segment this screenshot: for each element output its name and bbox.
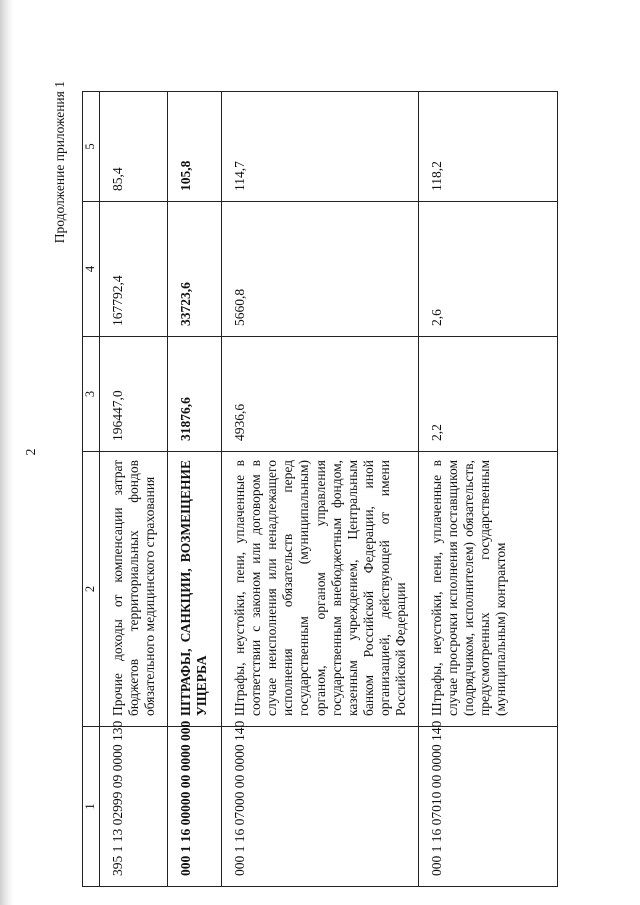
rotated-sheet: [52, 47, 602, 887]
column-header-4: 4: [83, 202, 100, 337]
scan-shadow-edge: [0, 0, 14, 905]
row-value-col5: 105,8: [167, 92, 221, 202]
row-description: Штрафы, неустойки, пени, уплаченные в соответствии с законом или договором в случае неисполнения или ненадлежащего исполнения обязательств перед государственным (муниципальным) органом, органом управления государственным внебюджетным фондом, казенным учреждением, Центральным банком Российской Федерации, иной организацией, действующей от имени Российской Федерации: [221, 452, 418, 727]
row-code: 000 1 16 00000 00 0000 000: [167, 727, 221, 887]
row-value-col4: 167792,4: [100, 202, 168, 337]
column-header-3: 3: [83, 337, 100, 452]
table-row-section: [167, 92, 221, 887]
row-description: Прочие доходы от компенсации затрат бюджетов территориальных фондов обязательного медицинского страхования: [100, 452, 168, 727]
row-code: 000 1 16 07000 00 0000 140: [221, 727, 418, 887]
row-value-col3: 4936,6: [221, 337, 418, 452]
row-value-col3: 31876,6: [167, 337, 221, 452]
revenue-table: [82, 91, 558, 887]
row-code: 395 1 13 02999 09 0000 130: [100, 727, 168, 887]
table-header-row: [83, 92, 100, 887]
row-value-col5: 85,4: [100, 92, 168, 202]
row-value-col5: 114,7: [221, 92, 418, 202]
appendix-continuation-note: Продолжение приложения 1: [52, 81, 67, 244]
row-description: Штрафы, неустойки, пени, уплаченные в случае просрочки исполнения поставщиком (подрядчиком, исполнителем) обязательств, предусмотренных государственным (муниципальным) контрактом: [418, 452, 557, 727]
row-value-col3: 196447,0: [100, 337, 168, 452]
row-code: 000 1 16 07010 00 0000 140: [418, 727, 557, 887]
row-value-col4: 33723,6: [167, 202, 221, 337]
column-header-1: 1: [83, 727, 100, 887]
table-row: [100, 92, 168, 887]
row-description: ШТРАФЫ, САНКЦИИ, ВОЗМЕЩЕНИЕ УЩЕРБА: [167, 452, 221, 727]
row-value-col3: 2,2: [418, 337, 557, 452]
table-row: [418, 92, 557, 887]
column-header-2: 2: [83, 452, 100, 727]
column-header-5: 5: [83, 92, 100, 202]
row-value-col4: 5660,8: [221, 202, 418, 337]
table-row: [221, 92, 418, 887]
row-value-col5: 118,2: [418, 92, 557, 202]
page-number: 2: [24, 448, 39, 456]
row-value-col4: 2,6: [418, 202, 557, 337]
